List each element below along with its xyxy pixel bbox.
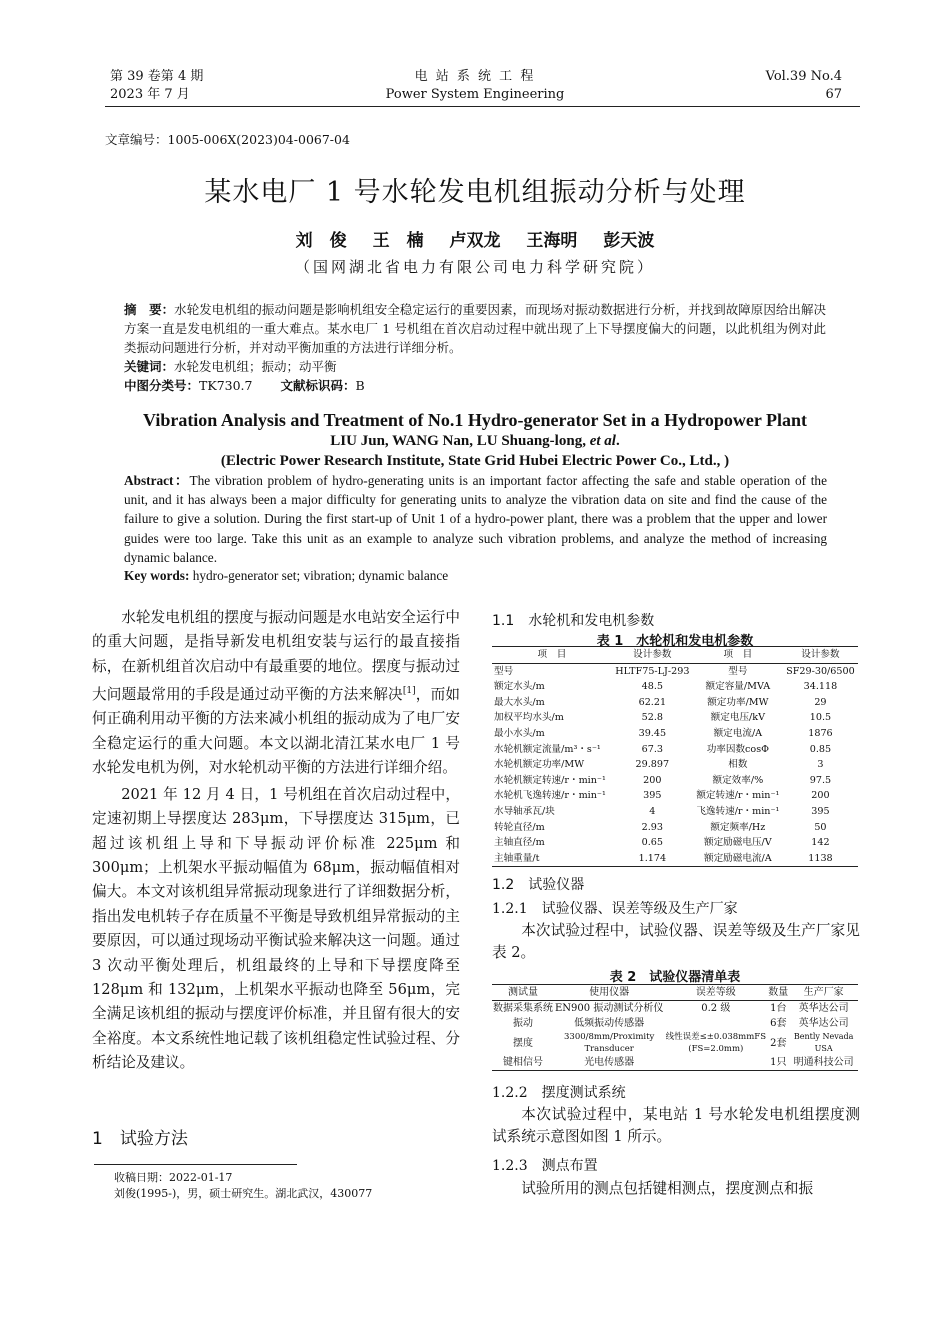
table-1-row [492,788,858,804]
table-1-cell: SF29-30/6500 [786,665,855,677]
table-1-cell: 1138 [808,852,833,864]
table-1-cell: 额定效率/% [712,774,764,786]
table-1-row [492,757,858,773]
intro-paragraph-1 [92,606,460,781]
table-1-cell: 1.174 [638,852,667,864]
table-1-title: 表 1 水轮机和发电机参数 [596,634,754,649]
table-1-cell: 飞逸转速/r・min⁻¹ [696,805,780,817]
table-1-cell: 10.5 [809,712,832,724]
table-1-row [492,726,858,742]
authors-en-names: LIU Jun, WANG Nan, LU Shuang-long, [330,433,590,449]
table-1-cell: 额定水头/m [494,681,545,693]
table-1-row [492,710,858,726]
table-1-cell: 52.8 [641,712,664,724]
table-1-header-cell: 项 目 [723,649,753,660]
table-1-cell: 1876 [808,727,833,739]
table-1-cell: 200 [811,790,830,802]
table-1-cell: 39.45 [638,727,667,739]
table-1-cell: 水轮机额定功率/MW [494,759,585,771]
table-1-cell: 水轮机飞逸转速/r・min⁻¹ [494,790,606,802]
table-2-cell: 摆度 [513,1037,533,1049]
table-2 [492,984,858,1071]
page-number: 67 [825,87,842,102]
table-2-cell: 键相信号 [503,1057,543,1068]
article-number: 文章编号：1005-006X(2023)04-0067-04 [105,132,350,147]
table-2-cell [664,1055,767,1071]
volume-issue: 第 39 卷第 4 期 [110,69,204,84]
table-2-cell: EN900 振动测试分析仪 [555,1003,664,1014]
table-2-cell: 数据采集系统 [493,1003,553,1014]
table-2-cell: 1台 [770,1003,787,1014]
intro-p1-part-a: 水轮发电机组的摆度与振动问题是水电站安全运行中的重大问题，是指导新发电机组安装与运行的最直接指标，在新机组首次启动中有最重要的地位。摆度与振动过大问题最常用的手段是通过动平衡的方法来解决 [92,609,460,704]
citation-ref[interactable]: [1] [402,686,416,697]
table-1-cell: 额定励磁电流/A [703,852,772,864]
section-1-2-3-heading: 1.2.3 测点布置 [492,1158,598,1174]
table-1-header-cell: 设计参数 [801,649,840,660]
authors-en-etal: et al [589,433,616,449]
table-1-cell: 2.93 [641,821,664,833]
table-1-cell: 水轮机额定转速/r・min⁻¹ [494,774,606,786]
paper-title-cn: 某水电厂 1 号水轮发电机组振动分析与处理 [204,177,746,208]
body-left-column [92,606,460,1076]
abstract-en-text: The vibration problem of hydro-generating units is an important factor affecting the safe and stable operation of the unit, and it has always been a major difficulty for generating units to analyze the vibration data on site and find the cause of the failure to give a solution. During the first start-up of Unit 1 of a hydro-power plant, there was a problem that the upper and lower guides were too large. Take this unit as an example to analyze such vibration problems, and analyze the method of increasing dynamic balance. [124,473,827,565]
table-2-header-row [492,985,858,1001]
table-1-cell: 水轮机额定流量/m³・s⁻¹ [494,743,601,755]
author-5: 彭天波 [603,231,655,251]
table-2-cell: 英华达公司 [798,1003,849,1014]
table-1-cell: 最小水头/m [494,727,545,739]
table-2-cell: 线性误差≤±0.038mmFS (FS=2.0mm) [665,1032,767,1054]
table-1-cell: 最大水头/m [494,696,545,708]
intro-p1-part-b: ，而如何正确利用动平衡的方法来减小机组的振动成为了电厂安全稳定运行的重大问题。本文以湖北清江某水电厂 1 号水轮发电机为例，对水轮机动平衡的方法进行详细介绍。 [92,686,460,777]
table-1-cell: 水导轴承瓦/块 [494,805,555,817]
table-1-cell: 50 [814,821,827,833]
table-1-cell: 额定转速/r・min⁻¹ [696,790,780,802]
section-1-2-heading: 1.2 试验仪器 [492,877,585,893]
paper-title-en: Vibration Analysis and Treatment of No.1 Hydro-generator Set in a Hydropower Plant [142,410,807,430]
table-1 [492,646,858,867]
table-2-cell: 1只 [770,1057,787,1068]
table-1-cell: 200 [643,774,662,786]
authors-en [0,433,950,450]
table-1-cell: 67.3 [641,743,664,755]
section-1-1-heading: 1.1 水轮机和发电机参数 [492,613,655,629]
table-2-header-cell: 测试量 [508,987,538,998]
author-1: 刘 俊 [295,231,347,251]
table-2-title: 表 2 试验仪器清单表 [609,970,741,985]
table-1-cell: 29 [814,696,827,708]
table-2-row [492,1001,858,1017]
table-1-cell: 主轴重量/t [494,852,540,864]
abstract-en [124,471,827,567]
keywords-en [124,568,448,584]
paragraph-1-2-1: 本次试验过程中，试验仪器、误差等级及生产厂家见表 2。 [492,922,860,961]
authors-cn [0,226,950,251]
table-1-cell: 型号 [728,665,748,677]
keywords-en-label: Key words: [124,568,190,583]
table-1-cell: 48.5 [641,681,664,693]
table-2-cell: 光电传感器 [584,1057,635,1068]
table-1-cell: 29.897 [635,759,670,771]
table-1-cell: 相数 [728,759,748,771]
table-1-cell: 62.21 [638,696,667,708]
table-2-row [492,1031,858,1055]
journal-name-cn: 电 站 系 统 工 程 [414,69,536,84]
issue-date: 2023 年 7 月 [110,87,190,102]
keywords-cn-label: 关键词： [124,359,175,374]
table-2-cell: 振动 [513,1018,533,1029]
table-1-row [492,835,858,851]
table-1-cell: 额定电压/kV [710,712,766,724]
table-2-cell: Bently Nevada USA [793,1032,854,1053]
footnote-received: 收稿日期：2022-01-17 [114,1171,233,1184]
table-1-cell: 功率因数cosΦ [706,743,769,755]
abstract-cn-label: 摘 要： [124,302,175,317]
author-4: 王海明 [526,231,578,251]
table-1-row [492,695,858,711]
clc-label: 中图分类号： [124,378,200,393]
doc-code-label: 文献标识码： [280,378,356,393]
volume-en: Vol.39 No.4 [765,69,842,84]
table-1-cell: 0.65 [641,837,664,849]
table-1-cell: 额定功率/MW [707,696,769,708]
table-2-header-cell: 生产厂家 [803,987,844,998]
footnote-author: 刘俊(1995-)，男，硕士研究生。湖北武汉，430077 [114,1187,373,1200]
affiliation-en: (Electric Power Research Institute, State Grid Hubei Electric Power Co., Ltd., ) [220,453,730,469]
table-1-cell: 主轴直径/m [494,837,545,849]
clc-value: TK730.7 [199,378,253,393]
table-1-row [492,851,858,867]
table-2-header-cell: 数量 [768,987,789,998]
table-2-cell: 2套 [770,1037,787,1049]
section-1-2-2-heading: 1.2.2 摆度测试系统 [492,1085,626,1101]
table-1-header-cell: 项 目 [537,649,567,660]
table-1-cell: 额定励磁电压/V [703,837,772,849]
table-2-cell [664,1016,767,1031]
journal-volume-page [766,68,842,104]
table-1-header-cell: 设计参数 [633,649,672,660]
table-2-cell: 英华达公司 [798,1018,849,1029]
table-2-cell: 低频振动传感器 [574,1018,645,1029]
table-1-cell: 0.85 [809,743,832,755]
table-1-cell: 3 [817,759,824,771]
keywords-cn-text: 水轮发电机组；振动；动平衡 [174,359,337,374]
abstract-en-label: Abstract： [124,473,190,488]
table-1-cell: 型号 [494,665,514,677]
table-1-cell: 额定电流/A [713,727,763,739]
table-2-cell: 0.2 级 [701,1003,731,1014]
paragraph-1-2-2: 本次试验过程中，某电站 1 号水轮发电机组摆度测试系统示意图如图 1 所示。 [492,1106,860,1145]
footnote-rule [94,1164,297,1165]
table-2-header-cell: 使用仪器 [589,987,630,998]
table-1-cell: 额定容量/MVA [705,681,771,693]
table-2-header-cell: 误差等级 [695,987,736,998]
authors-en-tail: . [615,433,620,449]
affiliation-cn: （国网湖北省电力有限公司电力科学研究院） [294,258,655,276]
table-1-cell: 97.5 [809,774,832,786]
table-1-cell: 34.118 [803,681,838,693]
table-1-cell: 转轮直径/m [494,821,545,833]
abstract-cn [124,300,826,357]
table-1-cell: 142 [811,837,830,849]
abstract-cn-text: 水轮发电机组的振动问题是影响机组安全稳定运行的重要因素，而现场对振动数据进行分析，并找到故障原因给出解决方案一直是发电机组的一重大难点。某水电厂 1 号机组在首次启动过程中就出现了上下导摆度偏大的问题，以此机组为例对此类振动问题进行分析，并对动平衡加重的方法进行详细分析。 [124,302,826,355]
table-1-cell: 加权平均水头/m [494,712,564,724]
doc-code-value: B [355,378,365,393]
table-2-row [492,1016,858,1031]
table-2-cell: 明通科技公司 [793,1057,854,1068]
author-2: 王 楠 [372,231,424,251]
table-1-row [492,804,858,820]
keywords-en-text: hydro-generator set; vibration; dynamic balance [189,568,449,583]
paragraph-1-2-3: 试验所用的测点包括键相测点，摆度测点和振 [521,1180,814,1197]
section-1-heading: 1 试验方法 [92,1129,188,1149]
table-1-cell: 额定频率/Hz [710,821,766,833]
keywords-cn [124,357,337,376]
section-1-2-1-heading: 1.2.1 试验仪器、误差等级及生产厂家 [492,901,738,917]
classification-cn [124,376,365,395]
journal-name-en: Power System Engineering [385,87,565,102]
table-1-row [492,742,858,758]
header-rule [105,106,860,107]
table-1-row [492,820,858,836]
table-1-row [492,773,858,789]
table-2-cell: 3300/8mm/Proximity Transducer [564,1032,655,1054]
table-1-cell: 395 [643,790,662,802]
table-2-cell: 6套 [770,1018,787,1029]
table-1-row [492,663,858,679]
table-1-cell: HLTF75-LJ-293 [615,665,690,677]
table-1-cell: 395 [811,805,830,817]
intro-paragraph-2: 2021 年 12 月 4 日，1 号机组在首次启动过程中，定速初期上导摆度达 283μm，下导摆度达 315μm，已超过该机组上导和下导振动评价标准 225μm 和 300μm；上机架水平振动幅值为 68μm，振动幅值相对偏大。本文对该机组异常振动现象进行了详细数据分析，指出发电机转子存在质量不平衡是导致机组异常振动的主要原因，可以通过现场动平衡试验来解决这一问题。通过 3 次动平衡处理后，机组最终的上导和下导摆度降至 128μm 和 132μm，上机架水平振动也降至 56μm，完全满足该机组的振动与摆度评价标准，并且留有很大的安全裕度。本文系统性地记载了该机组稳定性试验过程、分析结论及建议。 [92,785,460,1072]
table-1-row [492,679,858,695]
author-3: 卢双龙 [449,231,501,251]
table-1-cell: 4 [649,805,656,817]
table-2-row [492,1055,858,1071]
table-1-header-row [492,647,858,664]
